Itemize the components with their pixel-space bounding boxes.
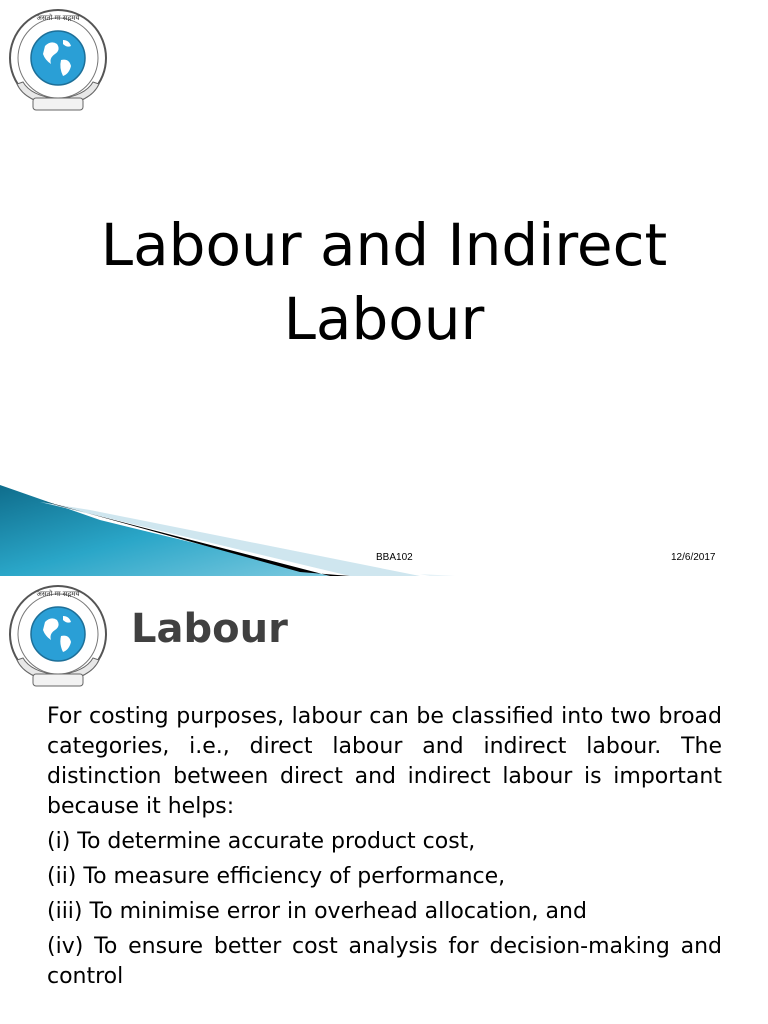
svg-text:असतो मा सद्गमय: असतो मा सद्गमय bbox=[36, 590, 80, 598]
list-item: (ii) To measure efficiency of performance, bbox=[47, 864, 506, 889]
slide-title: Labour bbox=[131, 606, 288, 652]
institute-seal-icon bbox=[3, 582, 113, 692]
list-item: (i) To determine accurate product cost, bbox=[47, 829, 476, 854]
list-item: (iii) To minimise error in overhead allocation, and bbox=[47, 899, 587, 924]
slide-2 bbox=[0, 576, 768, 1024]
institute-logo bbox=[3, 582, 113, 692]
svg-text:असतो मा सद्गमय: असतो मा सद्गमय bbox=[36, 14, 80, 22]
footer-date: 12/6/2017 bbox=[671, 552, 716, 563]
list-item: (iv) To ensure better cost analysis for decision-making and control bbox=[47, 934, 722, 989]
institute-seal-icon bbox=[3, 6, 113, 116]
slide-title bbox=[0, 208, 768, 356]
slide-title-line-2: Labour bbox=[283, 285, 485, 353]
footer-course-code: BBA102 bbox=[376, 552, 413, 563]
institute-logo bbox=[3, 6, 113, 116]
intro-paragraph: For costing purposes, labour can be classified into two broad categories, i.e., direct labour and indirect labour. The distinction between direct and indirect labour is important because it helps: bbox=[47, 704, 722, 819]
slide-title-line-1: Labour and Indirect bbox=[100, 211, 668, 279]
slide-body bbox=[47, 702, 722, 992]
